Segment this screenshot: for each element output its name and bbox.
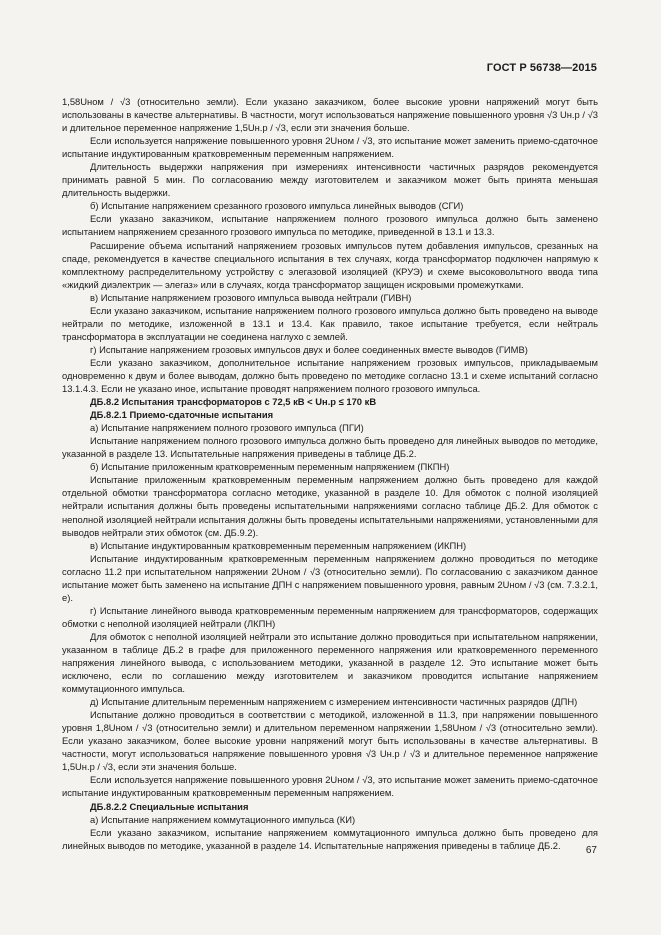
subsection-heading: ДБ.8.2.1 Приемо-сдаточные испытания [90,409,274,421]
paragraph: Если указано заказчиком, испытание напряжением полного грозового импульса должно быть проведено на выводе нейтрали по методике, изложенной в 13.1 и 13.4. Как правило, такое испытание требуется, если нейтраль трансформатора в эксплуатации не соединена наглухо с землей. [62,304,598,342]
paragraph: Длительность выдержки напряжения при измерениях интенсивности частичных разрядов рекомендуется принимать равной 5 мин. По согласованию между изготовителем и заказчиком может быть принята меньшая длительность выдержки. [62,161,598,199]
list-item: г) Испытание напряжением грозовых импульсов двух и более соединенных вместе выводов (ГИМВ) [90,343,528,355]
list-item: б) Испытание напряжением срезанного грозового импульса линейных выводов (СГИ) [90,200,464,212]
paragraph: Испытание должно проводиться в соответствии с методикой, изложенной в 11.3, при напряжении повышенного уровня 1,8Uном / √3 (относительно земли) и длительном переменном напряжении 1,58Uном / √3 (относительно земли). Если указано заказчиком, более высокие уровни напряжений могут быть использованы в качестве альтернативы. В частности, могут использоваться напряжение повышенного уровня √3 Uн.р / √3 и длительное переменное напряжение 1,5Uн.р / √3, если эти значения больше. [62,709,598,773]
paragraph: Если указано заказчиком, испытание напряжением полного грозового импульса должно быть заменено испытанием напряжением срезанного грозового импульса по методике, приведенной в 13.1 и 13.3. [62,213,598,238]
paragraph: Испытание приложенным кратковременным переменным напряжением должно быть проведено для каждой отдельной обмотки трансформатора согласно методике, указанной в разделе 10. Для обмоток с полной изоляцией нейтрали испытания должны быть проведены испытательными напряжениями согласно таблице ДБ.2. Для обмоток с неполной изоляцией нейтрали испытания должны быть проведены испытательными напряжениями, установленными для выводов нейтрали этих обмоток (см. ДБ.9.2). [62,474,598,538]
paragraph: Если используется напряжение повышенного уровня 2Uном / √3, это испытание может заменить приемо-сдаточное испытание индуктированным кратковременным переменным напряжением. [62,774,598,799]
paragraph: Если используется напряжение повышенного уровня 2Uном / √3, это испытание может заменить приемо-сдаточное испытание индуктированным кратковременным переменным напряжением. [62,135,598,160]
document-header: ГОСТ Р 56738—2015 [486,62,597,74]
list-item: г) Испытание линейного вывода кратковременным переменным напряжением для трансформаторов, содержащих обмотки с неполной изоляцией нейтрали (ЛКПН) [62,604,598,629]
list-item: б) Испытание приложенным кратковременным переменным напряжением (ПКПН) [90,461,450,473]
paragraph: Испытание индуктированным кратковременным переменным напряжением должно проводиться по методике согласно 11.2 при испытательном напряжении 2Uном / √3 (относительно земли). По согласованию с заказчиком данное испытание может быть заменено на испытание ДПН с напряжением повышенного уровня, равным 2Uном / √3 (см. 7.3.2.1, е). [62,552,598,603]
paragraph: Если указано заказчиком, дополнительное испытание напряжением грозовых импульсов, прикладываемым одновременно к двум и более выводам, должно быть проведено по методике согласно 13.1 и схеме испытаний согласно 13.1.4.3. Если не указано иное, испытание проводят напряжением полного грозового импульса. [62,356,598,395]
list-item: в) Испытание индуктированным кратковременным переменным напряжением (ИКПН) [90,539,467,551]
list-item: а) Испытание напряжением полного грозового импульса (ПГИ) [90,422,364,434]
document-body [62,95,598,852]
paragraph: Если указано заказчиком, испытание напряжением коммутационного импульса должно быть проведено для линейных выводов по методике, указанной в разделе 14. Испытательные напряжения приведены в таблице ДБ.2. [62,826,598,851]
paragraph: Испытание напряжением полного грозового импульса должно быть проведено для линейных выводов по методике, указанной в разделе 13. Испытательные напряжения приведены в таблице ДБ.2. [62,435,598,460]
list-item: д) Испытание длительным переменным напряжением с измерением интенсивности частичных разрядов (ДПН) [90,696,578,708]
section-heading: ДБ.8.2 Испытания трансформаторов с 72,5 кВ < Uн.р ≤ 170 кВ [90,396,377,408]
list-item: а) Испытание напряжением коммутационного импульса (КИ) [90,813,356,825]
paragraph: 1,58Uном / √3 (относительно земли). Если указано заказчиком, более высокие уровни напряжений могут быть использованы в качестве альтернативы. В частности, могут использоваться напряжение повышенного уровня √3 Uн.р / √3 и длительное переменное напряжение 1,5Uн.р / √3, если эти значения больше. [62,96,598,134]
page-number: 67 [585,845,597,856]
subsection-heading: ДБ.8.2.2 Специальные испытания [90,800,249,812]
paragraph: Для обмоток с неполной изоляцией нейтрали это испытание должно проводиться при испытательном напряжении, указанном в таблице ДБ.2 в графе для приложенного переменного напряжения или кратковременного переменного напряжения линейного вывода, с использованием методики, указанной в разделе 12. Это испытание может быть исключено, если по соглашению между изготовителем и заказчиком проводится испытание напряжением коммутационного импульса. [62,630,598,695]
paragraph: Расширение объема испытаний напряжением грозовых импульсов путем добавления импульсов, срезанных на спаде, рекомендуется в качестве специального испытания в тех случаях, когда трансформатор подключен напрямую к комплектному распределительному устройству с элегазовой изоляцией (КРУЭ) и схеме высоковольтного ввода типа «жидкий диэлектрик — элегаз» или в случаях, когда трансформатор защищен искровыми промежутками. [62,239,598,290]
list-item: в) Испытание напряжением грозового импульса вывода нейтрали (ГИВН) [90,291,412,303]
